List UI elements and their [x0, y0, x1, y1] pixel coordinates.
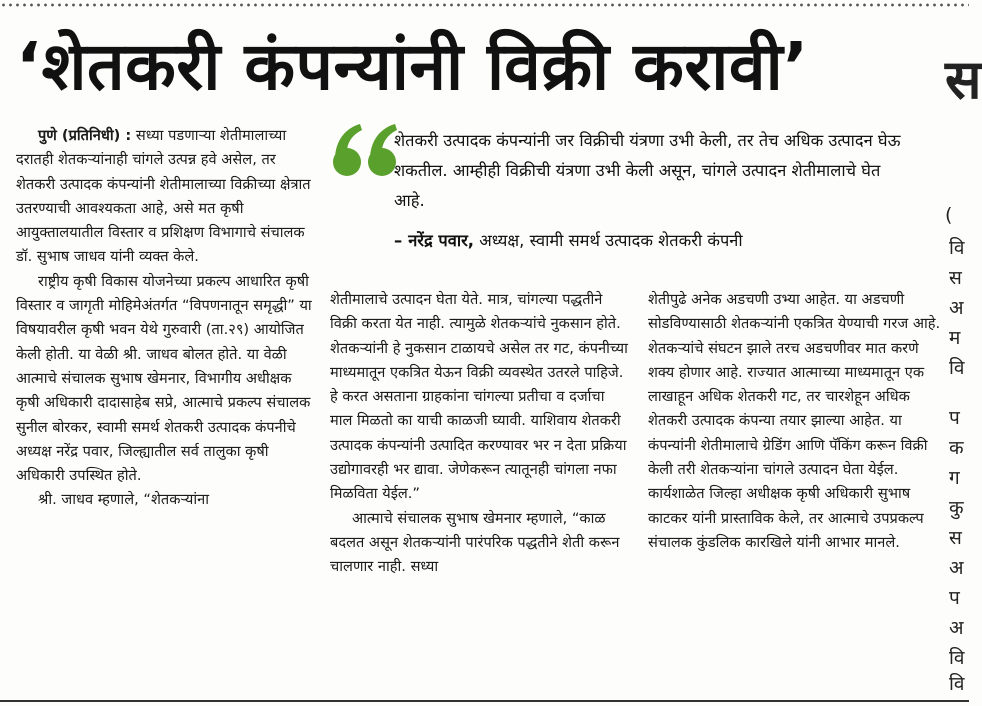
- fragment-13: प: [949, 587, 960, 609]
- pull-quote-attribution: [394, 228, 743, 254]
- fragment-3: स: [949, 267, 962, 289]
- fragment-5: म: [949, 327, 961, 349]
- fragment-10: कु: [949, 497, 964, 519]
- fragment-4: अ: [949, 297, 964, 319]
- column-1-paragraph-1-text: सध्या पडणाऱ्या शेतीमालाच्या दरातही शेतकऱ्यांनाही चांगले उत्पन्न हवे असेल, तर शेतकरी उत्पादक कंपन्यांनी शेतीमालाच्या विक्रीच्या क्षेत्रात उतरण्याची आवश्यकता आहे, असे मत कृषी आयुक्तालयातील विस्तार व प्रशिक्षण विभागाचे संचालक डॉ. सुभाष जाधव यांनी व्यक्त केले.: [16, 127, 311, 266]
- fragment-0: स: [945, 48, 982, 111]
- attribution-dash: –: [394, 231, 403, 250]
- adjacent-article-fragment: [941, 0, 982, 706]
- quote-mark-icon: [330, 118, 402, 180]
- column-2-paragraph-1: शेतीमालाचे उत्पादन घेता येते. मात्र, चांगल्या पद्धतीने विक्री करता येत नाही. त्यामुळे शेतकऱ्यांचे नुकसान होते. शेतकऱ्यांनी हे नुकसान टाळायचे असेल तर गट, कंपनीच्या माध्यमातून एकत्रित येऊन विक्री व्यवस्थेत उतरले पाहिजे. हे करत असताना ग्राहकांना चांगल्या प्रतीचा व दर्जाचा माल मिळतो का याची काळजी घ्यावी. याशिवाय शेतकरी उत्पादक कंपन्यांनी उत्पादित करण्यावर भर न देता प्रक्रिया उद्योगावरही भर द्यावा. जेणेकरून त्यातूनही चांगला नफा मिळविता येईल.”: [330, 291, 628, 503]
- top-dotted-border: [0, 2, 969, 8]
- dateline: पुणे (प्रतिनिधी) :: [38, 127, 132, 144]
- fragment-2: वि: [949, 237, 965, 259]
- fragment-1: (: [945, 204, 953, 226]
- fragment-15: वि: [949, 647, 965, 669]
- column-2-paragraph-2: आत्माचे संचालक सुभाष खेमनार म्हणाले, “काळ बदलत असून शेतकऱ्यांनी पारंपरिक पद्धतीने शेती करून चालणार नाही. सध्या: [330, 509, 620, 576]
- column-3-paragraph-1: शेतीपुढे अनेक अडचणी उभ्या आहेत. या अडचणी सोडविण्यासाठी शेतकऱ्यांनी एकत्रित येण्याची गरज आहे. शेतकऱ्यांचे संघटन झाले तरच अडचणीवर मात करणे शक्य होणार आहे. राज्यात आत्माच्या माध्यमातून एक लाखाहून अधिक शेतकरी गट, तर चारशेहून अधिक शेतकरी उत्पादक कंपन्या तयार झाल्या आहेत. या कंपन्यांनी शेतीमालाचे ग्रेडिंग आणि पॅकिंग करून विक्री केली तरी शेतकऱ्यांना चांगले उत्पादन घेता येईल. कार्यशाळेत जिल्हा अधीक्षक कृषी अधिकारी सुभाष काटकर यांनी प्रास्ताविक केले, तर आत्माचे उपप्रकल्प संचालक कुंडलिक कारखिले यांनी आभार मानले.: [648, 291, 941, 551]
- fragment-6: वि: [949, 357, 965, 379]
- column-1-paragraph-3: श्री. जाधव म्हणाले, “शेतकऱ्यांना: [38, 491, 210, 509]
- fragment-8: क: [949, 437, 964, 459]
- headline: ‘शेतकरी कंपन्यांनी विक्री करावी’: [16, 28, 809, 105]
- attribution-role: अध्यक्ष, स्वामी समर्थ उत्पादक शेतकरी कंपनी: [479, 231, 743, 250]
- fragment-12: अ: [949, 557, 964, 579]
- fragment-16: वि: [949, 673, 965, 695]
- article-column-1: [16, 124, 316, 513]
- column-1-paragraph-1: [16, 124, 316, 270]
- column-1-paragraph-2: राष्ट्रीय कृषी विकास योजनेच्या प्रकल्प आधारित कृषी विस्तार व जागृती मोहिमेअंतर्गत “विपणनातून समृद्धी” या विषयावरील कृषी भवन येथे गुरुवारी (ता.२९) आयोजित केली होती. या वेळी श्री. जाधव बोलत होते. या वेळी आत्माचे संचालक सुभाष खेमनार, विभागीय अधीक्षक कृषी अधिकारी दादासाहेब सप्रे, आत्माचे प्रकल्प संचालक सुनील बोरकर, स्वामी समर्थ शेतकरी उत्पादक कंपनीचे अध्यक्ष नरेंद्र पवार, जिल्ह्यातील सर्व तालुका कृषी अधिकारी उपस्थित होते.: [16, 272, 312, 485]
- attribution-name: नरेंद्र पवार,: [408, 231, 475, 250]
- fragment-9: ग: [949, 467, 960, 489]
- article-column-2: [330, 288, 630, 580]
- bottom-rule: [0, 700, 969, 702]
- fragment-11: स: [949, 527, 962, 549]
- article-column-3: [648, 288, 944, 555]
- fragment-14: अ: [949, 617, 964, 639]
- fragment-7: प: [949, 407, 960, 429]
- pull-quote-text: शेतकरी उत्पादक कंपन्यांनी जर विक्रीची यंत्रणा उभी केली, तर तेच अधिक उत्पादन घेऊ शकतील. आम्हीही विक्रीची यंत्रणा उभी केली असून, चांगले उत्पादन शेतीमालाचे घेत आहे.: [394, 131, 901, 210]
